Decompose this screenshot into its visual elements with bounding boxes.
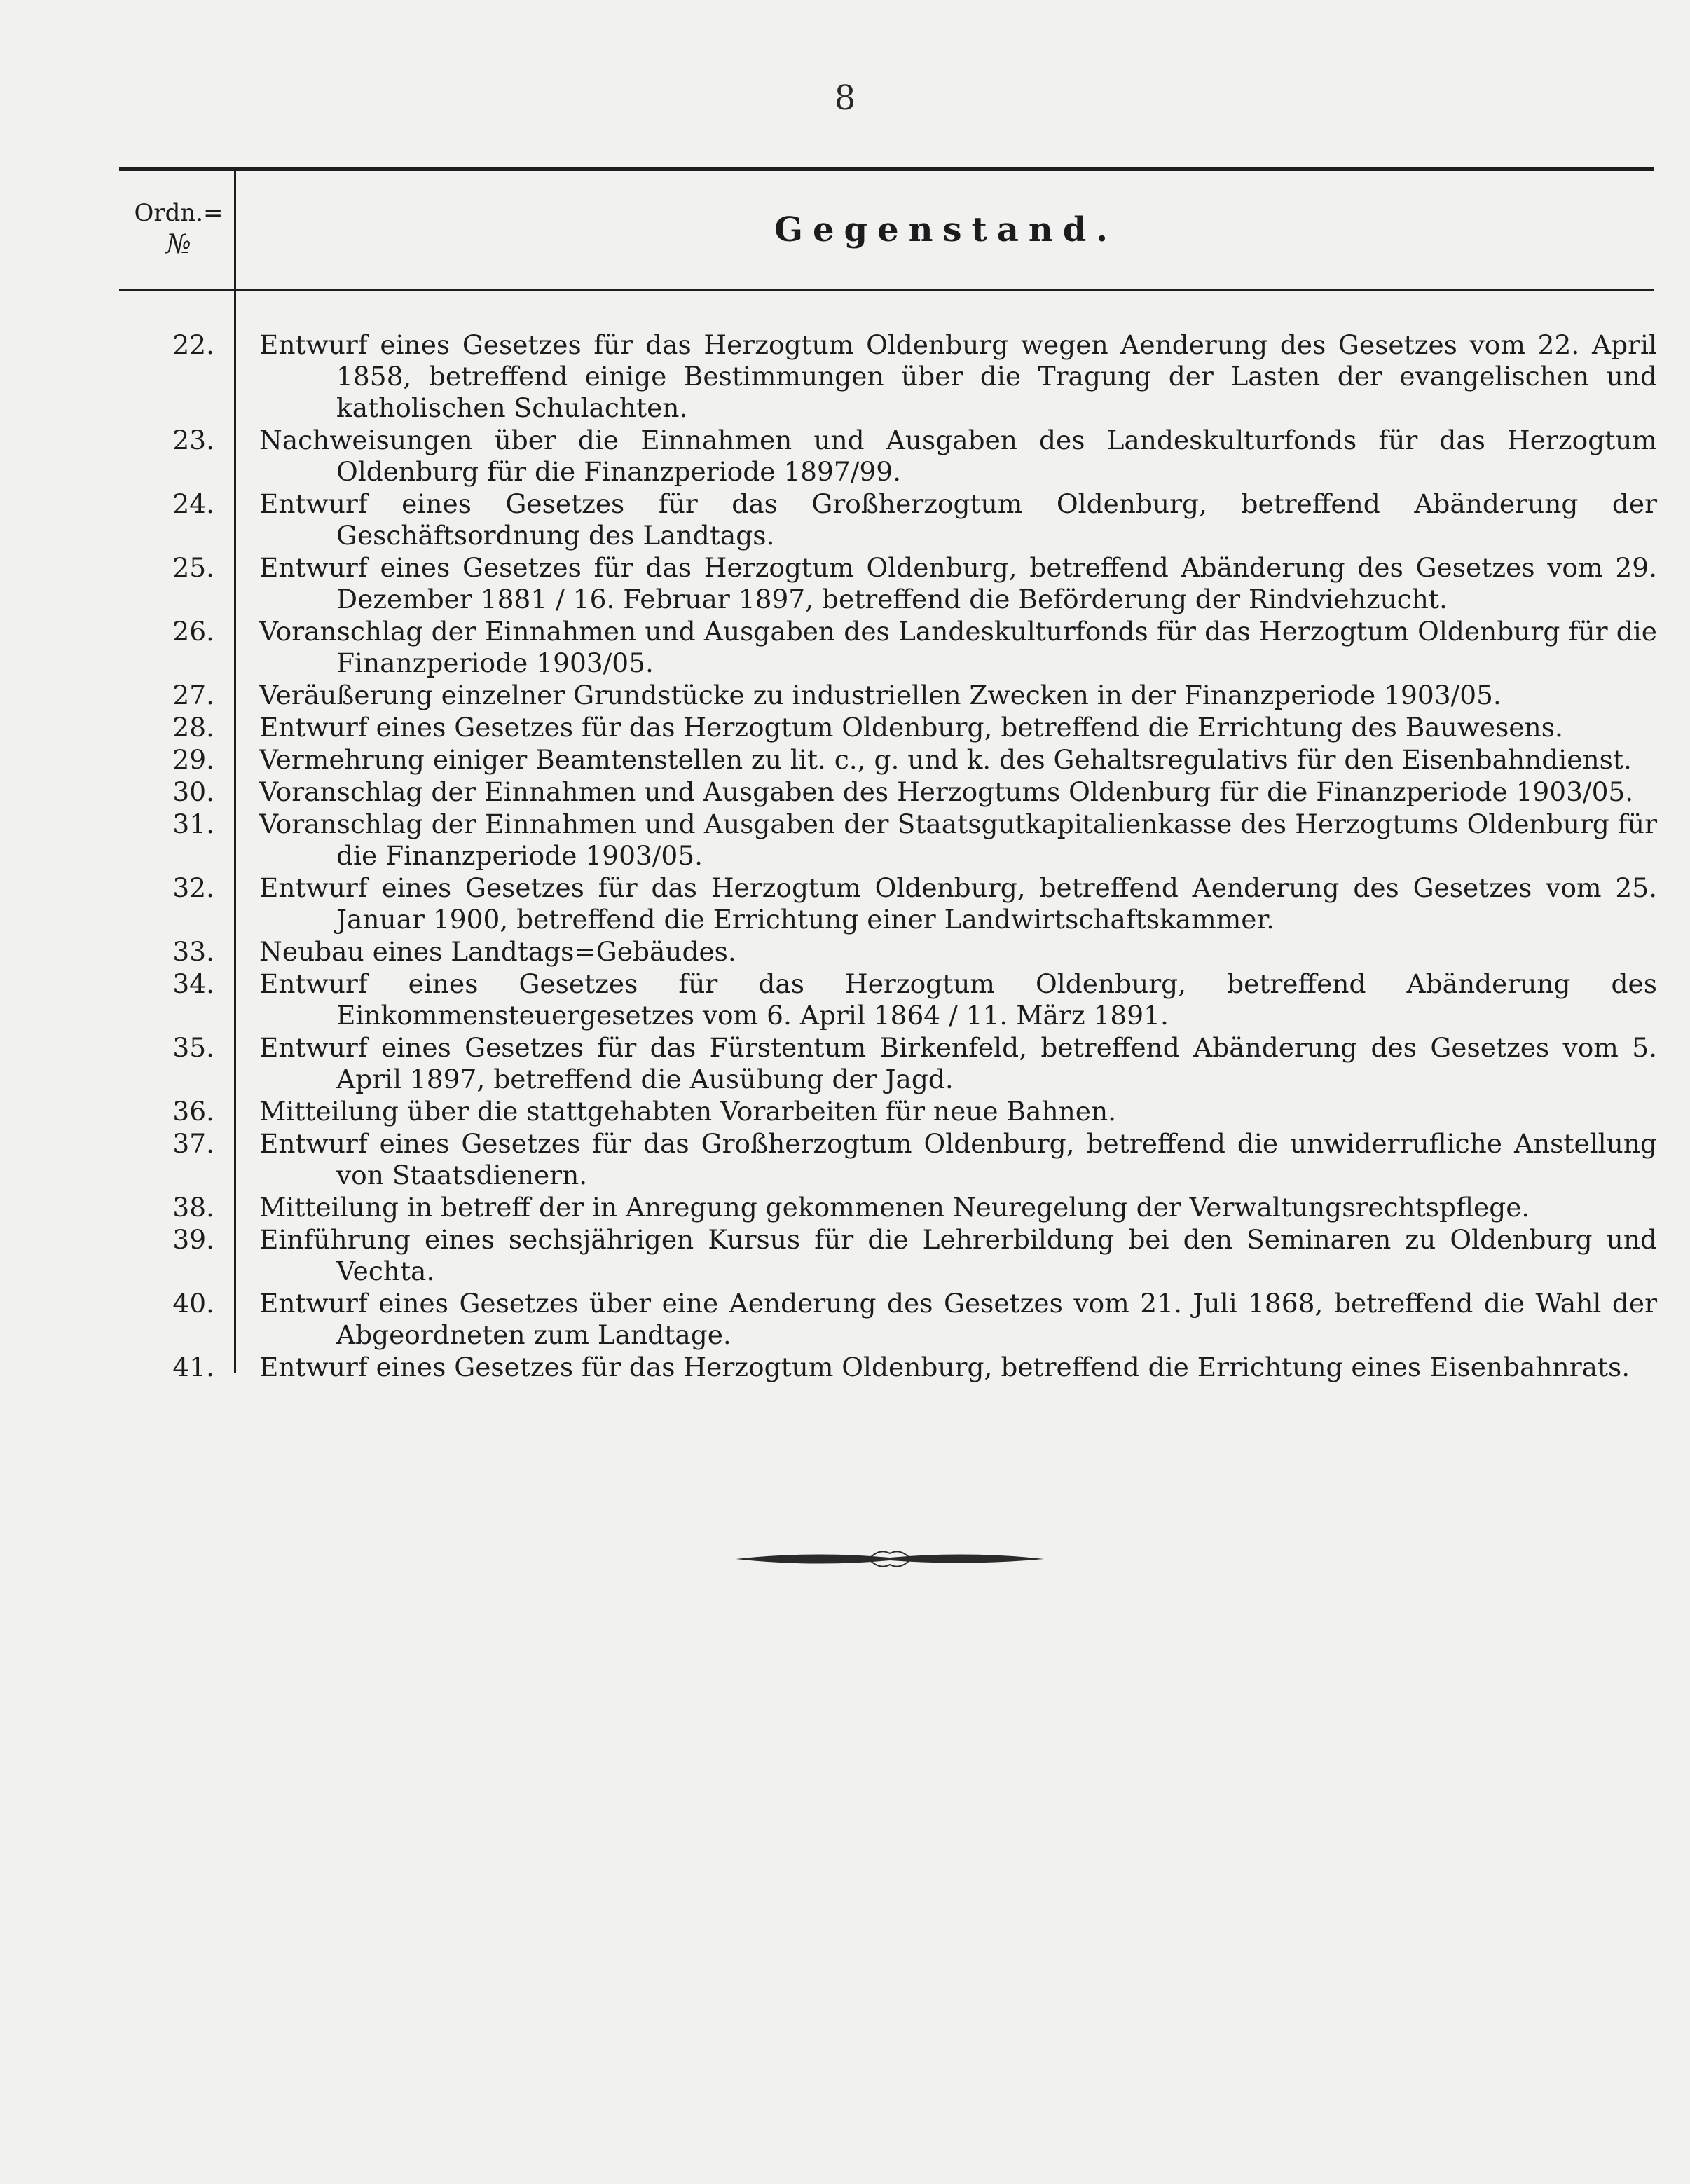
entry-text: Mitteilung über die stattgehabten Vorarbeiten für neue Bahnen. bbox=[259, 1096, 1117, 1127]
entry-number: 27. bbox=[172, 680, 214, 710]
list-item bbox=[119, 1224, 1657, 1287]
entry-text: Neubau eines Landtags=Gebäudes. bbox=[259, 936, 736, 967]
entry-text: Voranschlag der Einnahmen und Ausgaben des Landeskulturfonds für das Herzogtum Oldenburg für die Finanzperiode 1903/05. bbox=[259, 616, 1657, 678]
column-header-gegenstand: Gegenstand. bbox=[774, 210, 1118, 249]
list-item bbox=[119, 329, 1657, 424]
list-item bbox=[119, 936, 1657, 968]
entry-number: 29. bbox=[172, 744, 214, 775]
list-item bbox=[119, 968, 1657, 1031]
entry-text: Entwurf eines Gesetzes für das Großherzogtum Oldenburg, betreffend die unwiderrufliche Anstellung von Staatsdienern. bbox=[259, 1128, 1657, 1190]
entry-text: Einführung eines sechsjährigen Kursus für die Lehrerbildung bei den Seminaren zu Oldenburg und Vechta. bbox=[259, 1224, 1657, 1286]
entries-list bbox=[119, 329, 1657, 1384]
entry-number: 35. bbox=[172, 1032, 214, 1063]
entry-text: Voranschlag der Einnahmen und Ausgaben der Staatsgutkapitalienkasse des Herzogtums Oldenburg für die Finanzperiode 1903/05. bbox=[259, 809, 1657, 871]
list-item bbox=[119, 1192, 1657, 1223]
entry-text: Vermehrung einiger Beamtenstellen zu lit. c., g. und k. des Gehaltsregulativs für den Eisenbahndienst. bbox=[259, 744, 1632, 775]
page-number: 8 bbox=[834, 78, 856, 118]
entry-number: 28. bbox=[172, 712, 214, 743]
header-rule bbox=[119, 289, 1654, 291]
list-item bbox=[119, 552, 1657, 615]
list-item bbox=[119, 1352, 1657, 1383]
entry-number: 25. bbox=[172, 552, 214, 583]
list-item bbox=[119, 488, 1657, 551]
entry-number: 40. bbox=[172, 1288, 214, 1319]
entry-number: 26. bbox=[172, 616, 214, 647]
entry-text: Nachweisungen über die Einnahmen und Ausgaben des Landeskulturfonds für das Herzogtum Oldenburg für die Finanzperiode 1897/99. bbox=[259, 425, 1657, 487]
list-item bbox=[119, 744, 1657, 776]
entry-text: Entwurf eines Gesetzes für das Großherzogtum Oldenburg, betreffend Abänderung der Geschäftsordnung des Landtags. bbox=[259, 488, 1657, 551]
entry-text: Voranschlag der Einnahmen und Ausgaben des Herzogtums Oldenburg für die Finanzperiode 1903/05. bbox=[259, 776, 1634, 807]
list-item bbox=[119, 1288, 1657, 1351]
entry-number: 23. bbox=[172, 425, 214, 455]
entry-number: 31. bbox=[172, 809, 214, 839]
list-item bbox=[119, 809, 1657, 872]
list-item bbox=[119, 712, 1657, 743]
list-item bbox=[119, 616, 1657, 679]
entry-text: Veräußerung einzelner Grundstücke zu industriellen Zwecken in der Finanzperiode 1903/05. bbox=[259, 680, 1502, 710]
ornament-divider bbox=[729, 1545, 1051, 1573]
column-header-ordn bbox=[130, 198, 228, 259]
entry-text: Entwurf eines Gesetzes für das Herzogtum Oldenburg wegen Aenderung des Gesetzes vom 22. April 1858, betreffend einige Bestimmungen über die Tragung der Lasten der evangelischen und katholischen Schulachten. bbox=[259, 329, 1657, 423]
entry-number: 36. bbox=[172, 1096, 214, 1127]
entry-number: 37. bbox=[172, 1128, 214, 1159]
ordn-label: Ordn.= bbox=[134, 199, 224, 227]
entry-number: 41. bbox=[172, 1352, 214, 1382]
list-item bbox=[119, 1128, 1657, 1191]
entry-text: Entwurf eines Gesetzes für das Herzogtum Oldenburg, betreffend Aenderung des Gesetzes vom 25. Januar 1900, betreffend die Errichtung einer Landwirtschaftskammer. bbox=[259, 872, 1657, 935]
entry-number: 38. bbox=[172, 1192, 214, 1223]
entry-text: Entwurf eines Gesetzes über eine Aenderung des Gesetzes vom 21. Juli 1868, betreffend die Wahl der Abgeordneten zum Landtage. bbox=[259, 1288, 1657, 1350]
entry-number: 22. bbox=[172, 329, 214, 360]
entry-text: Entwurf eines Gesetzes für das Herzogtum Oldenburg, betreffend Abänderung des Einkommensteuergesetzes vom 6. April 1864 / 11. März 1891. bbox=[259, 968, 1657, 1031]
entry-number: 39. bbox=[172, 1224, 214, 1255]
entry-number: 34. bbox=[172, 968, 214, 999]
list-item bbox=[119, 1096, 1657, 1127]
list-item bbox=[119, 872, 1657, 935]
entry-number: 30. bbox=[172, 776, 214, 807]
list-item bbox=[119, 776, 1657, 808]
list-item bbox=[119, 425, 1657, 488]
list-item bbox=[119, 680, 1657, 711]
top-rule bbox=[119, 167, 1654, 171]
entry-text: Entwurf eines Gesetzes für das Herzogtum Oldenburg, betreffend die Errichtung eines Eisenbahnrats. bbox=[259, 1352, 1630, 1382]
entry-text: Mitteilung in betreff der in Anregung gekommenen Neuregelung der Verwaltungsrechtspflege. bbox=[259, 1192, 1530, 1223]
entry-text: Entwurf eines Gesetzes für das Herzogtum Oldenburg, betreffend die Errichtung des Bauwesens. bbox=[259, 712, 1563, 743]
entry-number: 24. bbox=[172, 488, 214, 519]
ordn-number-sign: № bbox=[166, 228, 191, 259]
list-item bbox=[119, 1032, 1657, 1095]
entry-number: 32. bbox=[172, 872, 214, 903]
entry-text: Entwurf eines Gesetzes für das Fürstentum Birkenfeld, betreffend Abänderung des Gesetzes vom 5. April 1897, betreffend die Ausübung der Jagd. bbox=[259, 1032, 1657, 1094]
entry-text: Entwurf eines Gesetzes für das Herzogtum Oldenburg, betreffend Abänderung des Gesetzes vom 29. Dezember 1881 / 16. Februar 1897, betreffend die Beförderung der Rindviehzucht. bbox=[259, 552, 1657, 614]
entry-number: 33. bbox=[172, 936, 214, 967]
